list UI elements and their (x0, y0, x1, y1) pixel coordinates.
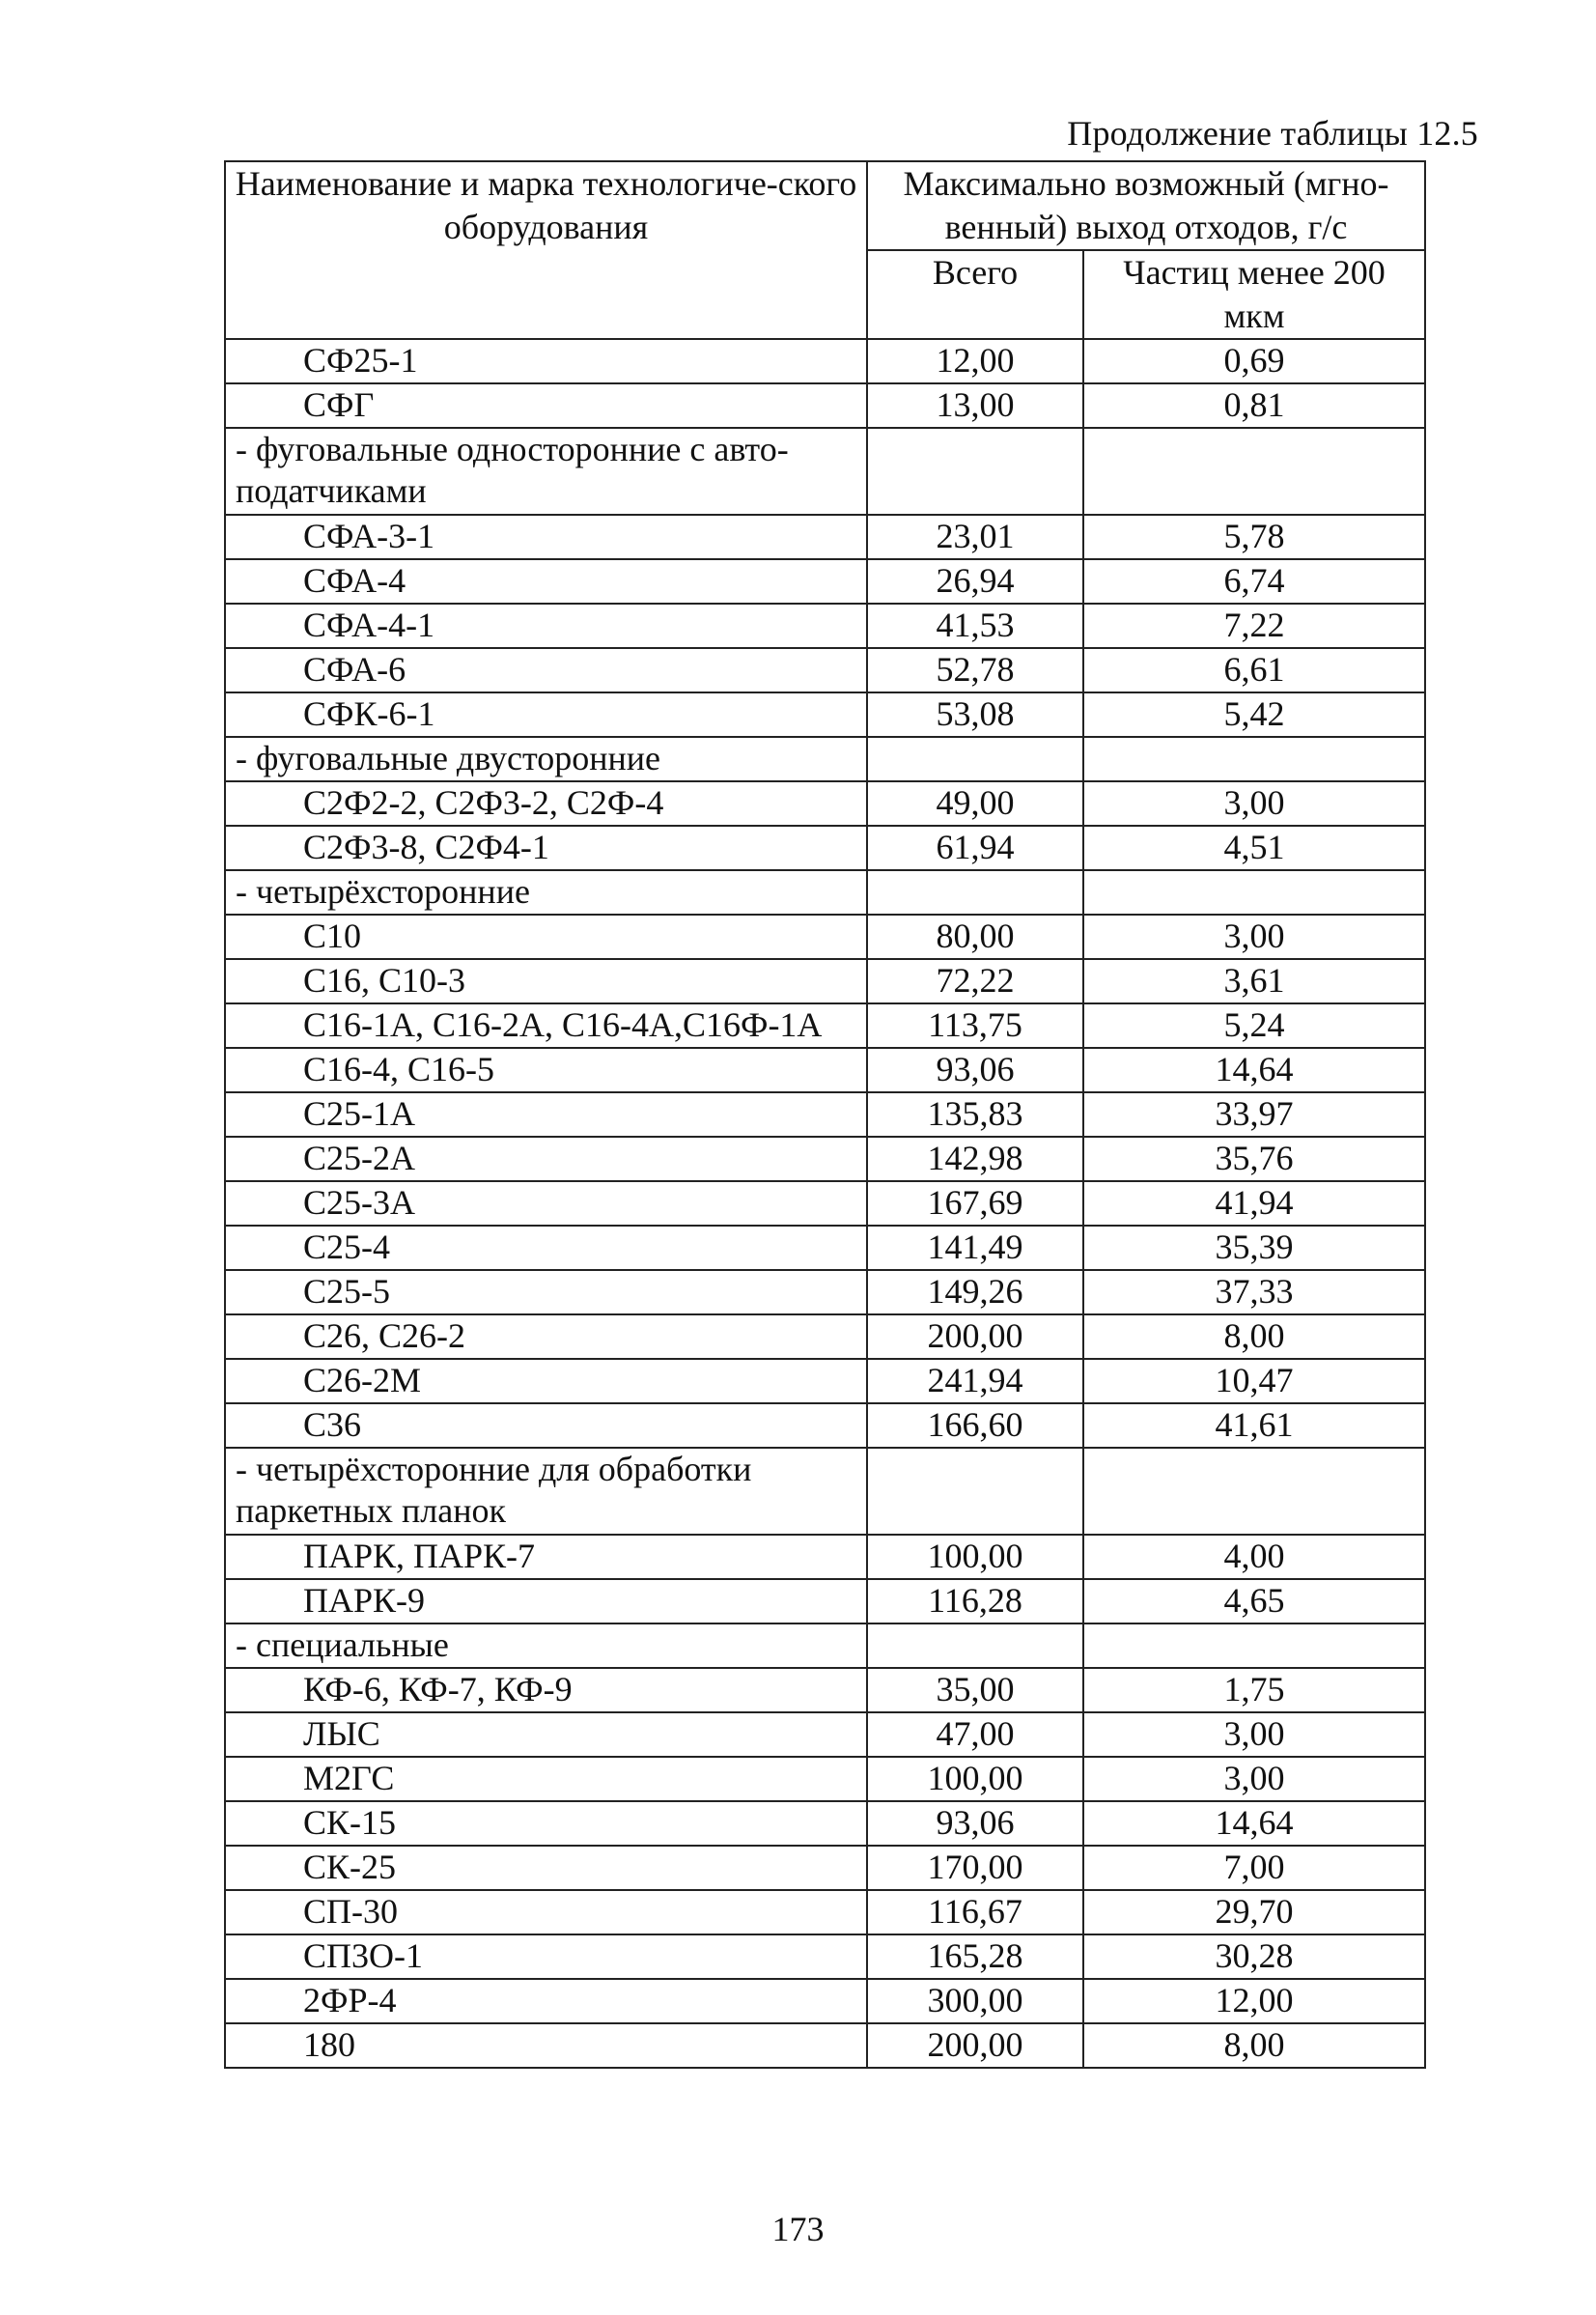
empty-total-cell (867, 870, 1083, 915)
header-row-1 (225, 161, 1425, 250)
equipment-name-cell: СФА-4 (225, 559, 867, 604)
table-row (225, 826, 1425, 870)
total-output-cell: 100,00 (867, 1757, 1083, 1801)
equipment-name-cell: ЛЫС (225, 1712, 867, 1757)
table-row (225, 1181, 1425, 1226)
table-row (225, 1003, 1425, 1048)
total-output-cell: 166,60 (867, 1403, 1083, 1448)
equipment-name-cell: С25-3А (225, 1181, 867, 1226)
particles-output-cell: 4,65 (1083, 1579, 1425, 1623)
table-row (225, 515, 1425, 559)
equipment-name-cell: С25-5 (225, 1270, 867, 1314)
particles-output-cell: 29,70 (1083, 1890, 1425, 1934)
equipment-name-cell: С16-1А, С16-2А, С16-4А,С16Ф-1А (225, 1003, 867, 1048)
particles-output-cell: 3,00 (1083, 1757, 1425, 1801)
table-row (225, 1226, 1425, 1270)
table-row (225, 1979, 1425, 2023)
particles-output-cell: 35,39 (1083, 1226, 1425, 1270)
total-output-cell: 167,69 (867, 1181, 1083, 1226)
equipment-name-cell: С25-1А (225, 1092, 867, 1137)
particles-output-cell: 5,78 (1083, 515, 1425, 559)
table-row (225, 1934, 1425, 1979)
table-row (225, 383, 1425, 428)
total-output-cell: 200,00 (867, 1314, 1083, 1359)
group-heading-cell: - четырёхсторонние (225, 870, 867, 915)
particles-output-cell: 41,94 (1083, 1181, 1425, 1226)
particles-output-cell: 37,33 (1083, 1270, 1425, 1314)
table-row (225, 559, 1425, 604)
total-output-cell: 142,98 (867, 1137, 1083, 1181)
total-output-cell: 41,53 (867, 604, 1083, 648)
particles-output-cell: 3,61 (1083, 959, 1425, 1003)
total-output-cell: 170,00 (867, 1846, 1083, 1890)
particles-output-cell: 7,22 (1083, 604, 1425, 648)
empty-particles-cell (1083, 737, 1425, 781)
table-group-row (225, 870, 1425, 915)
table-header (225, 161, 1425, 339)
equipment-name-cell: СК-15 (225, 1801, 867, 1846)
table-row (225, 1403, 1425, 1448)
table-row (225, 1890, 1425, 1934)
particles-output-cell: 3,00 (1083, 1712, 1425, 1757)
table-row (225, 1801, 1425, 1846)
equipment-name-cell: СФ25-1 (225, 339, 867, 383)
particles-output-cell: 4,00 (1083, 1535, 1425, 1579)
equipment-name-cell: 180 (225, 2023, 867, 2068)
group-heading-cell: - специальные (225, 1623, 867, 1668)
table-row (225, 1668, 1425, 1712)
table-row (225, 1092, 1425, 1137)
equipment-name-cell: С16-4, С16-5 (225, 1048, 867, 1092)
particles-output-cell: 35,76 (1083, 1137, 1425, 1181)
table-row (225, 1359, 1425, 1403)
particles-output-cell: 30,28 (1083, 1934, 1425, 1979)
table-group-row (225, 737, 1425, 781)
particles-output-cell: 0,81 (1083, 383, 1425, 428)
total-output-cell: 300,00 (867, 1979, 1083, 2023)
particles-output-cell: 5,24 (1083, 1003, 1425, 1048)
total-output-cell: 241,94 (867, 1359, 1083, 1403)
equipment-name-cell: ПАРК-9 (225, 1579, 867, 1623)
total-output-cell: 93,06 (867, 1048, 1083, 1092)
equipment-name-cell: С26-2М (225, 1359, 867, 1403)
particles-output-cell: 14,64 (1083, 1048, 1425, 1092)
particles-output-cell: 3,00 (1083, 915, 1425, 959)
equipment-name-cell: СФА-6 (225, 648, 867, 692)
total-output-cell: 47,00 (867, 1712, 1083, 1757)
particles-output-cell: 8,00 (1083, 1314, 1425, 1359)
equipment-name-cell: С25-4 (225, 1226, 867, 1270)
particles-output-cell: 10,47 (1083, 1359, 1425, 1403)
total-output-cell: 26,94 (867, 559, 1083, 604)
empty-total-cell (867, 1448, 1083, 1535)
equipment-name-cell: С16, С10-3 (225, 959, 867, 1003)
particles-output-cell: 1,75 (1083, 1668, 1425, 1712)
total-output-cell: 113,75 (867, 1003, 1083, 1048)
particles-output-cell: 12,00 (1083, 1979, 1425, 2023)
particles-output-cell: 8,00 (1083, 2023, 1425, 2068)
empty-particles-cell (1083, 428, 1425, 515)
total-output-cell: 53,08 (867, 692, 1083, 737)
table-row (225, 959, 1425, 1003)
equipment-name-cell: С26, С26-2 (225, 1314, 867, 1359)
empty-particles-cell (1083, 1623, 1425, 1668)
empty-total-cell (867, 737, 1083, 781)
total-output-cell: 165,28 (867, 1934, 1083, 1979)
total-output-cell: 135,83 (867, 1092, 1083, 1137)
total-output-cell: 93,06 (867, 1801, 1083, 1846)
equipment-name-cell: СФА-4-1 (225, 604, 867, 648)
table-row (225, 1137, 1425, 1181)
total-output-cell: 116,28 (867, 1579, 1083, 1623)
empty-total-cell (867, 1623, 1083, 1668)
equipment-name-cell: СП3О-1 (225, 1934, 867, 1979)
table-row (225, 1846, 1425, 1890)
particles-output-cell: 7,00 (1083, 1846, 1425, 1890)
equipment-name-cell: ПАРК, ПАРК-7 (225, 1535, 867, 1579)
group-heading-cell: - фуговальные двусторонние (225, 737, 867, 781)
emissions-table-container (224, 160, 1424, 2069)
particles-output-cell: 6,61 (1083, 648, 1425, 692)
empty-particles-cell (1083, 870, 1425, 915)
table-row (225, 604, 1425, 648)
header-particles: Частиц менее 200 мкм (1083, 250, 1425, 339)
empty-particles-cell (1083, 1448, 1425, 1535)
table-group-row (225, 1623, 1425, 1668)
particles-output-cell: 14,64 (1083, 1801, 1425, 1846)
equipment-name-cell: С36 (225, 1403, 867, 1448)
table-row (225, 1757, 1425, 1801)
particles-output-cell: 4,51 (1083, 826, 1425, 870)
total-output-cell: 23,01 (867, 515, 1083, 559)
total-output-cell: 80,00 (867, 915, 1083, 959)
emissions-table (224, 160, 1426, 2069)
table-row (225, 1048, 1425, 1092)
equipment-name-cell: С25-2А (225, 1137, 867, 1181)
group-heading-cell: - четырёхсторонние для обработки паркетных планок (225, 1448, 867, 1535)
equipment-name-cell: С2Ф2-2, С2Ф3-2, С2Ф-4 (225, 781, 867, 826)
header-total: Всего (867, 250, 1083, 339)
particles-output-cell: 5,42 (1083, 692, 1425, 737)
particles-output-cell: 33,97 (1083, 1092, 1425, 1137)
table-row (225, 1579, 1425, 1623)
header-max-output: Максимально возможный (мгно-венный) выход отходов, г/с (867, 161, 1425, 250)
empty-total-cell (867, 428, 1083, 515)
total-output-cell: 35,00 (867, 1668, 1083, 1712)
equipment-name-cell: СФК-6-1 (225, 692, 867, 737)
table-row (225, 1712, 1425, 1757)
equipment-name-cell: С2Ф3-8, С2Ф4-1 (225, 826, 867, 870)
table-row (225, 1270, 1425, 1314)
total-output-cell: 100,00 (867, 1535, 1083, 1579)
total-output-cell: 52,78 (867, 648, 1083, 692)
particles-output-cell: 3,00 (1083, 781, 1425, 826)
total-output-cell: 72,22 (867, 959, 1083, 1003)
equipment-name-cell: М2ГС (225, 1757, 867, 1801)
group-heading-cell: - фуговальные односторонние с авто-податчиками (225, 428, 867, 515)
total-output-cell: 141,49 (867, 1226, 1083, 1270)
equipment-name-cell: КФ-6, КФ-7, КФ-9 (225, 1668, 867, 1712)
table-row (225, 1535, 1425, 1579)
table-continuation-label: Продолжение таблицы 12.5 (1067, 114, 1478, 153)
table-row (225, 2023, 1425, 2068)
equipment-name-cell: СФГ (225, 383, 867, 428)
equipment-name-cell: СП-30 (225, 1890, 867, 1934)
particles-output-cell: 0,69 (1083, 339, 1425, 383)
table-row (225, 1314, 1425, 1359)
particles-output-cell: 41,61 (1083, 1403, 1425, 1448)
table-group-row (225, 1448, 1425, 1535)
total-output-cell: 13,00 (867, 383, 1083, 428)
equipment-name-cell: СК-25 (225, 1846, 867, 1890)
total-output-cell: 12,00 (867, 339, 1083, 383)
table-group-row (225, 428, 1425, 515)
page-number: 173 (771, 2210, 825, 2248)
equipment-name-cell: С10 (225, 915, 867, 959)
total-output-cell: 200,00 (867, 2023, 1083, 2068)
particles-output-cell: 6,74 (1083, 559, 1425, 604)
header-equipment-name: Наименование и марка технологиче-ского оборудования (225, 161, 867, 339)
table-row (225, 692, 1425, 737)
total-output-cell: 149,26 (867, 1270, 1083, 1314)
table-body (225, 339, 1425, 2068)
table-row (225, 339, 1425, 383)
total-output-cell: 49,00 (867, 781, 1083, 826)
equipment-name-cell: 2ФР-4 (225, 1979, 867, 2023)
equipment-name-cell: СФА-3-1 (225, 515, 867, 559)
table-row (225, 648, 1425, 692)
table-row (225, 781, 1425, 826)
table-row (225, 915, 1425, 959)
total-output-cell: 61,94 (867, 826, 1083, 870)
total-output-cell: 116,67 (867, 1890, 1083, 1934)
